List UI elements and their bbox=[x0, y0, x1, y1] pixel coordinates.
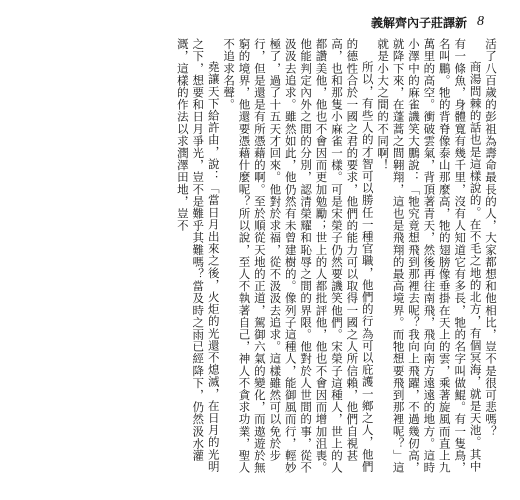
vertical-text-block bbox=[28, 38, 498, 478]
paragraph: 堯讓天下給許由，說：「當日月出來之後，火炬的光還不熄滅，在日月的光明之下，想要和日月爭光，豈不是難乎其難嗎？當及時之雨已經降下，仍然汲水灌溉，這樣的作法以求潤澤田地，豈不 bbox=[175, 38, 221, 473]
page-number: 8 bbox=[477, 14, 484, 29]
running-title: 義解齊內子莊譯新 bbox=[370, 15, 467, 30]
paragraph: 活了八百歲的彭祖為壽命最長的人，大家都想和他相比，豈不是很可悲嗎？ bbox=[484, 38, 498, 438]
page-header bbox=[344, 12, 484, 32]
paragraph: 商湯問棘的話也是這樣說的。在不毛之地的北方，有個冥海，就是天池。其中有一條魚，身體寬有幾千里，沒有人知道它有多長，牠的名字叫做鯤。有一隻鳥，名叫鵬。牠的背脊像泰山那麼高，牠的翅膀像垂掛在天上的雲，乘著旋風而直上九萬里的高空。衝破雲氣，背頂著青天，然後再往南飛，飛向南方遠遠的地方。這時小澤中的麻雀譏笑大鵬說：「牠究竟想飛到那裡去呢？我向上飛躍，不過幾仞高，就降下來，在蓬蒿之間翱翔，這也是飛翔的最高境界。而牠想要飛到那裡呢？」這就是小大之間的不同啊！ bbox=[376, 38, 483, 474]
paragraph: 所以，有些人的才智可以勝任一種官職，他們的行為可以庇護一鄉之人，他們的德性合於一國之君的要求，他們的能力可以取得一國之人所信賴，他們自視甚高，也和那隻小麻雀一樣。可是宋榮子仍然要譏笑他們。宋榮子這種人，世上的人都讚美他，他也不會因而更加勉勵；世上的人都批評他，他也不會因而增加沮喪。他能判定內外之間的分別，認清榮耀和恥辱之間的界限。他對於人世間的事，從不汲汲去追求。雖然如此，他仍然有未曾建樹的。像列子這種人，能御風而行，輕妙極了，過了十五天才回來。他對於求福，從不汲汲去追求。這樣雖然可以免於步行，但是還是有所憑藉的啊。至於順從天地的正道，駕御六氣的變化，而遨遊於無窮的境界，他還要憑藉什麼呢？所以說，至人不執著自己，神人不貪求功業，聖人不追求名聲。 bbox=[222, 38, 375, 474]
